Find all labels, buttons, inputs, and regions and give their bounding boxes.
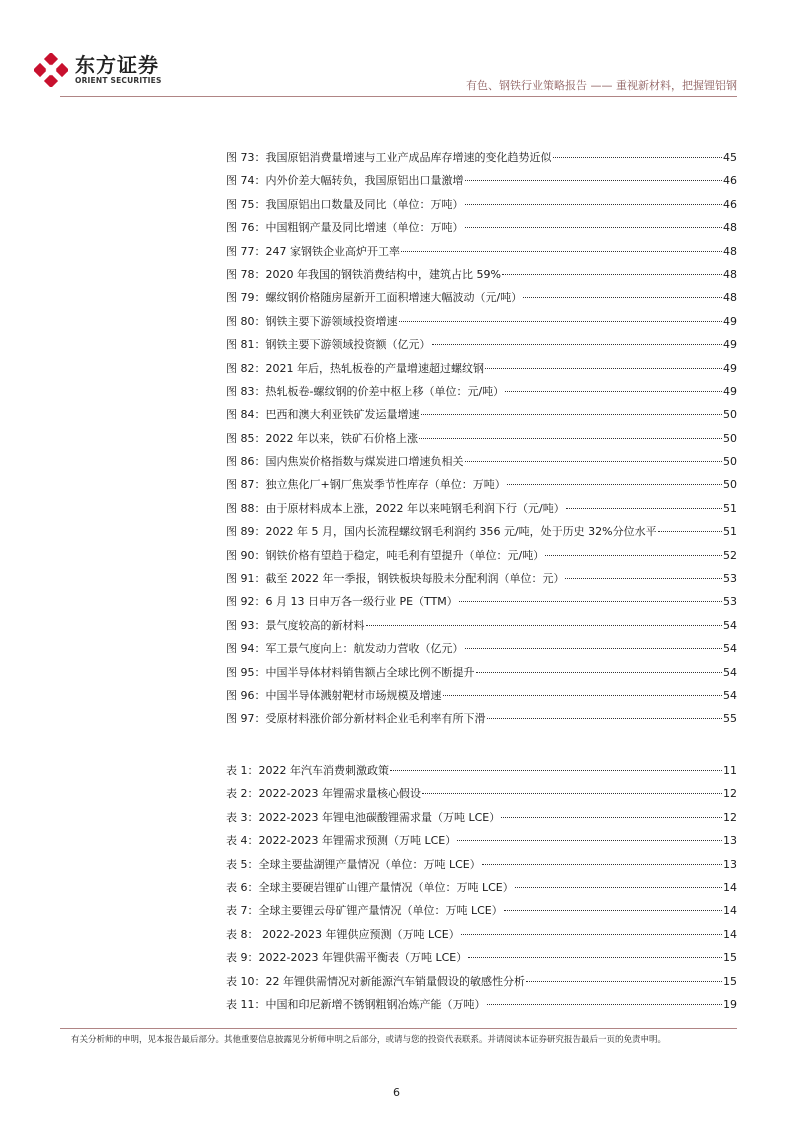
- figure-entry-label: 图 84：巴西和澳大利亚铁矿发运量增速: [226, 408, 420, 422]
- figure-entry-label: 图 82：2021 年后，热轧板卷的产量增速超过螺纹钢: [226, 361, 484, 375]
- figure-entry-page: 50: [723, 408, 737, 422]
- figure-entry-label: 图 85：2022 年以来，铁矿石价格上涨: [226, 431, 418, 445]
- figure-entry-page: 50: [723, 431, 737, 445]
- page-header: [0, 0, 793, 108]
- figure-entry-label: 图 76：中国粗钢产量及同比增速（单位：万吨）: [226, 221, 464, 235]
- figure-entry[interactable]: [226, 473, 737, 496]
- figure-entry[interactable]: [226, 263, 737, 286]
- figure-entry[interactable]: [226, 661, 737, 684]
- figure-entry-page: 50: [723, 478, 737, 492]
- dot-leader: [468, 957, 722, 958]
- table-entry-label: 表 4：2022-2023 年锂需求预测（万吨 LCE）: [226, 834, 457, 848]
- figure-entry-label: 图 93：景气度较高的新材料: [226, 618, 365, 632]
- dot-leader: [461, 934, 722, 935]
- figure-entry-page: 49: [723, 361, 737, 375]
- table-entry[interactable]: [226, 899, 737, 922]
- dot-leader: [366, 625, 723, 626]
- table-entry-page: 14: [723, 904, 737, 918]
- table-entry-page: 12: [723, 787, 737, 801]
- orient-logo-icon: [34, 53, 68, 87]
- table-entry[interactable]: [226, 806, 737, 829]
- figure-entry-label: 图 79：螺纹钢价格随房屋新开工面积增速大幅波动（元/吨）: [226, 291, 523, 305]
- table-entry[interactable]: [226, 853, 737, 876]
- figure-entry-page: 49: [723, 384, 737, 398]
- figure-entry-label: 图 91：截至 2022 年一季报，钢铁板块每股未分配利润（单位：元）: [226, 572, 565, 586]
- footer-divider: [60, 1028, 737, 1029]
- table-entry-page: 13: [723, 857, 737, 871]
- figure-entry-page: 54: [723, 618, 737, 632]
- dot-leader: [487, 1004, 723, 1005]
- table-entry[interactable]: [226, 876, 737, 899]
- table-entry-page: 11: [723, 764, 737, 777]
- dot-leader: [505, 391, 722, 392]
- figure-entry-page: 52: [723, 548, 737, 562]
- dot-leader: [422, 793, 722, 794]
- figure-entry[interactable]: [226, 590, 737, 613]
- figure-entry[interactable]: [226, 310, 737, 333]
- figure-entry[interactable]: [226, 567, 737, 590]
- table-list: [226, 759, 737, 1016]
- figure-entry-label: 图 83：热轧板卷-螺纹钢的价差中枢上移（单位：元/吨）: [226, 384, 505, 398]
- disclaimer: 有关分析师的申明，见本报告最后部分。其他重要信息披露见分析师申明之后部分，或请与您的投资代表联系。并请阅读本证券研究报告最后一页的免责申明。: [71, 1035, 667, 1045]
- figure-entry[interactable]: [226, 544, 737, 567]
- table-entry-label: 表 7：全球主要锂云母矿锂产量情况（单位：万吨 LCE）: [226, 904, 503, 918]
- figure-entry-page: 51: [723, 501, 737, 515]
- figure-entry[interactable]: [226, 497, 737, 520]
- dot-leader: [502, 274, 722, 275]
- brand-logo: [34, 53, 162, 87]
- figure-entry-label: 图 97：受原材料涨价部分新材料企业毛利率有所下滑: [226, 712, 486, 726]
- table-entry-page: 19: [723, 997, 737, 1011]
- figure-entry[interactable]: [226, 450, 737, 473]
- dot-leader: [457, 840, 722, 841]
- figure-entry[interactable]: [226, 146, 737, 169]
- table-entry-page: 14: [723, 880, 737, 894]
- dot-leader: [515, 887, 722, 888]
- figure-entry-page: 55: [723, 712, 737, 726]
- dot-leader: [432, 344, 723, 345]
- figure-entry-page: 54: [723, 665, 737, 679]
- table-entry-label: 表 1：2022 年汽车消费刺激政策: [226, 764, 389, 777]
- figure-entry-label: 图 87：独立焦化厂+钢厂焦炭季节性库存（单位：万吨）: [226, 478, 506, 492]
- figure-entry-label: 图 81：钢铁主要下游领域投资额（亿元）: [226, 338, 431, 352]
- dot-leader: [485, 368, 722, 369]
- figure-entry[interactable]: [226, 240, 737, 263]
- report-title: 有色、钢铁行业策略报告 —— 重视新材料，把握锂铝钢: [466, 79, 737, 92]
- table-entry[interactable]: [226, 759, 737, 782]
- figure-entry-label: 图 89：2022 年 5 月，国内长流程螺纹钢毛利润约 356 元/吨，处于历史 32%分位水平: [226, 525, 657, 539]
- figure-entry[interactable]: [226, 707, 737, 730]
- figure-entry-label: 图 77：247 家钢铁企业高炉开工率: [226, 244, 400, 258]
- figure-entry-page: 48: [723, 221, 737, 235]
- figure-entry[interactable]: [226, 380, 737, 403]
- dot-leader: [419, 438, 722, 439]
- figure-entry[interactable]: [226, 403, 737, 426]
- dot-leader: [465, 227, 723, 228]
- brand-name-en: ORIENT SECURITIES: [75, 76, 162, 85]
- dot-leader: [465, 461, 723, 462]
- figure-entry-label: 图 73：我国原铝消费量增速与工业产成品库存增速的变化趋势近似: [226, 151, 552, 164]
- brand-name-cn: 东方证券: [75, 53, 159, 77]
- figure-entry[interactable]: [226, 684, 737, 707]
- dot-leader: [390, 770, 722, 771]
- dot-leader: [566, 508, 722, 509]
- figure-entry[interactable]: [226, 333, 737, 356]
- dot-leader: [465, 204, 723, 205]
- figure-entry-page: 53: [723, 595, 737, 609]
- figure-entry-label: 图 88：由于原材料成本上涨，2022 年以来吨钢毛利润下行（元/吨）: [226, 501, 565, 515]
- dot-leader: [658, 531, 722, 532]
- table-entry-label: 表 6：全球主要硬岩锂矿山锂产量情况（单位：万吨 LCE）: [226, 880, 514, 894]
- table-entry-label: 表 5：全球主要盐湖锂产量情况（单位：万吨 LCE）: [226, 857, 481, 871]
- dot-leader: [443, 695, 723, 696]
- dot-leader: [465, 648, 723, 649]
- dot-leader: [501, 817, 722, 818]
- figure-entry-page: 46: [723, 197, 737, 211]
- figure-entry-page: 54: [723, 688, 737, 702]
- figure-entry[interactable]: [226, 286, 737, 309]
- figure-entry[interactable]: [226, 637, 737, 660]
- figure-entry-label: 图 74：内外价差大幅转负，我国原铝出口量激增: [226, 174, 464, 188]
- dot-leader: [459, 601, 722, 602]
- figure-entry-page: 49: [723, 338, 737, 352]
- table-entry-label: 表 2：2022-2023 年锂需求量核心假设: [226, 787, 421, 801]
- dot-leader: [504, 910, 722, 911]
- figure-entry[interactable]: [226, 216, 737, 239]
- figure-entry-page: 45: [723, 151, 737, 164]
- figure-entry-label: 图 92：6 月 13 日申万各一级行业 PE（TTM）: [226, 595, 458, 609]
- dot-leader: [399, 321, 723, 322]
- figure-entry-label: 图 80：钢铁主要下游领域投资增速: [226, 314, 398, 328]
- table-entry[interactable]: [226, 970, 737, 993]
- dot-leader: [553, 157, 723, 158]
- figure-entry[interactable]: [226, 427, 737, 450]
- figure-entry-label: 图 95：中国半导体材料销售额占全球比例不断提升: [226, 665, 475, 679]
- dot-leader: [465, 180, 723, 181]
- dot-leader: [526, 981, 722, 982]
- table-entry-label: 表 10：22 年锂供需情况对新能源汽车销量假设的敏感性分析: [226, 974, 525, 988]
- figure-entry-page: 53: [723, 572, 737, 586]
- table-entry[interactable]: [226, 782, 737, 805]
- figure-entry[interactable]: [226, 357, 737, 380]
- figure-entry[interactable]: [226, 614, 737, 637]
- table-entry-page: 14: [723, 927, 737, 941]
- table-entry-page: 13: [723, 834, 737, 848]
- figure-entry-label: 图 96：中国半导体溅射靶材市场规模及增速: [226, 688, 442, 702]
- dot-leader: [401, 251, 722, 252]
- figure-entry[interactable]: [226, 193, 737, 216]
- header-divider: [60, 96, 737, 97]
- figure-entry-page: 48: [723, 291, 737, 305]
- figure-entry-page: 54: [723, 642, 737, 656]
- figure-entry-page: 46: [723, 174, 737, 188]
- table-entry-label: 表 8： 2022-2023 年锂供应预测（万吨 LCE）: [226, 927, 460, 941]
- figure-entry-page: 51: [723, 525, 737, 539]
- table-entry-page: 15: [723, 974, 737, 988]
- dot-leader: [482, 864, 722, 865]
- page-number: 6: [393, 1086, 400, 1099]
- figure-entry-label: 图 86：国内焦炭价格指数与煤炭进口增速负相关: [226, 455, 464, 469]
- table-entry-label: 表 9：2022-2023 年锂供需平衡表（万吨 LCE）: [226, 951, 468, 965]
- figure-entry-label: 图 90：钢铁价格有望趋于稳定，吨毛利有望提升（单位：元/吨）: [226, 548, 545, 562]
- table-entry[interactable]: [226, 946, 737, 969]
- dot-leader: [545, 555, 722, 556]
- dot-leader: [507, 484, 722, 485]
- figure-entry[interactable]: [226, 169, 737, 192]
- table-entry-label: 表 3：2022-2023 年锂电池碳酸锂需求量（万吨 LCE）: [226, 810, 501, 824]
- figure-list: [226, 146, 737, 731]
- figure-entry-page: 50: [723, 455, 737, 469]
- dot-leader: [421, 414, 723, 415]
- dot-leader: [523, 297, 722, 298]
- dot-leader: [476, 672, 723, 673]
- dot-leader: [565, 578, 722, 579]
- table-entry[interactable]: [226, 993, 737, 1016]
- figure-entry-page: 48: [723, 244, 737, 258]
- figure-entry-label: 图 94：军工景气度向上：航发动力营收（亿元）: [226, 642, 464, 656]
- table-entry-page: 12: [723, 810, 737, 824]
- dot-leader: [487, 718, 723, 719]
- figure-entry-page: 48: [723, 267, 737, 281]
- table-entry-page: 15: [723, 951, 737, 965]
- figure-entry-label: 图 75：我国原铝出口数量及同比（单位：万吨）: [226, 197, 464, 211]
- figure-entry-label: 图 78：2020 年我国的钢铁消费结构中，建筑占比 59%: [226, 267, 501, 281]
- figure-entry[interactable]: [226, 520, 737, 543]
- figure-entry-page: 49: [723, 314, 737, 328]
- table-entry-label: 表 11：中国和印尼新增不锈钢粗钢冶炼产能（万吨）: [226, 997, 486, 1011]
- table-entry[interactable]: [226, 923, 737, 946]
- table-entry[interactable]: [226, 829, 737, 852]
